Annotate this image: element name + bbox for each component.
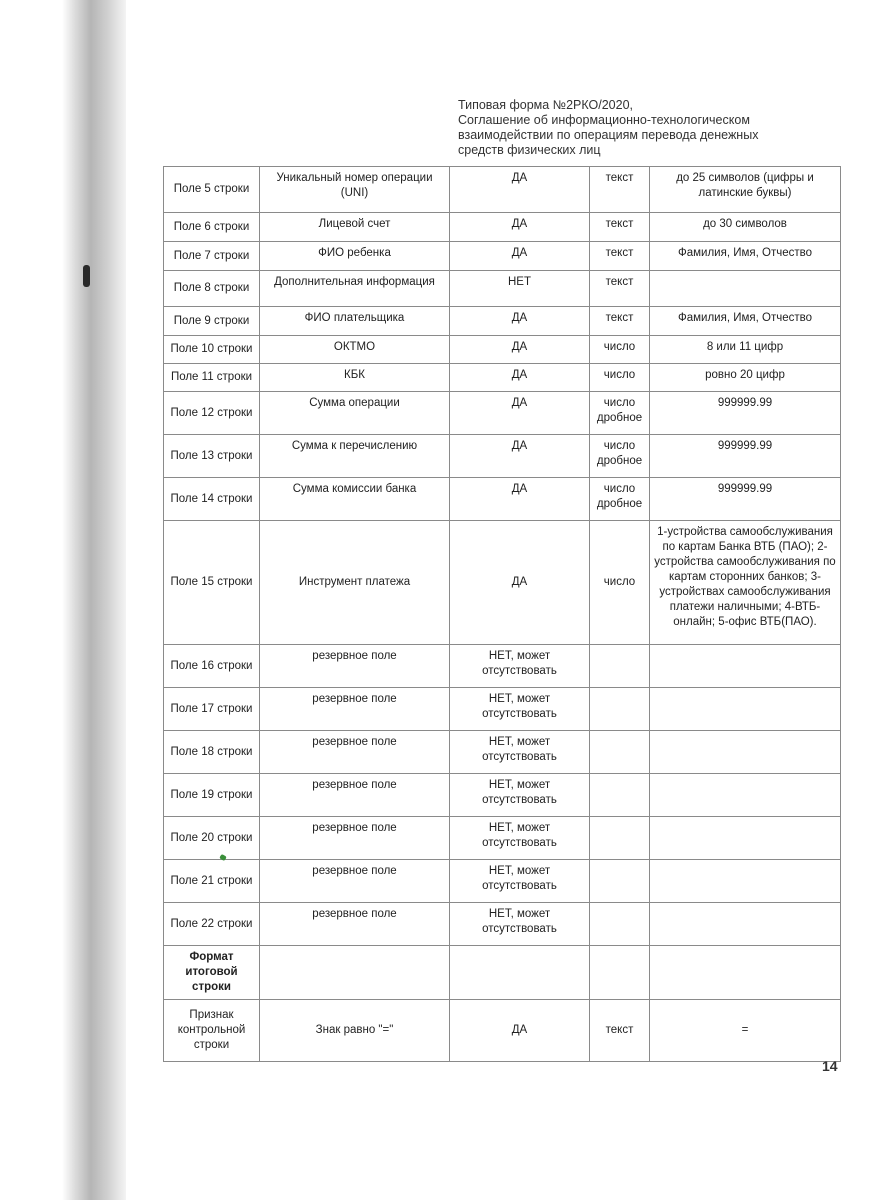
field-number-cell: Поле 7 строки xyxy=(164,242,260,271)
type-cell xyxy=(590,645,650,688)
table-row xyxy=(164,946,841,1000)
format-cell: 999999.99 xyxy=(650,435,841,478)
header-line: Типовая форма №2РКО/2020, xyxy=(458,98,634,112)
format-cell: до 25 символов (цифры и латинские буквы) xyxy=(650,167,841,213)
scan-shadow-edge xyxy=(62,0,126,1200)
format-cell xyxy=(650,946,841,1000)
required-cell: НЕТ, может отсутствовать xyxy=(450,903,590,946)
field-number-cell: Поле 12 строки xyxy=(164,392,260,435)
required-cell: ДА xyxy=(450,213,590,242)
type-cell: текст xyxy=(590,307,650,336)
field-number-cell: Поле 22 строки xyxy=(164,903,260,946)
field-number-cell: Поле 5 строки xyxy=(164,167,260,213)
type-cell xyxy=(590,731,650,774)
required-cell: НЕТ, может отсутствовать xyxy=(450,645,590,688)
table-row xyxy=(164,242,841,271)
type-cell: число xyxy=(590,336,650,364)
field-number-cell: Поле 9 строки xyxy=(164,307,260,336)
required-cell: ДА xyxy=(450,435,590,478)
format-cell xyxy=(650,271,841,307)
field-name-cell: КБК xyxy=(260,364,450,392)
field-name-cell: ФИО плательщика xyxy=(260,307,450,336)
type-cell: текст xyxy=(590,1000,650,1062)
format-cell xyxy=(650,731,841,774)
field-name-cell: Сумма операции xyxy=(260,392,450,435)
required-cell: НЕТ xyxy=(450,271,590,307)
field-number-cell: Поле 19 строки xyxy=(164,774,260,817)
type-cell: текст xyxy=(590,167,650,213)
required-cell: ДА xyxy=(450,392,590,435)
format-cell: 999999.99 xyxy=(650,478,841,521)
field-number-cell: Поле 20 строки xyxy=(164,817,260,860)
field-name-cell: Инструмент платежа xyxy=(260,521,450,645)
field-name-cell: резервное поле xyxy=(260,817,450,860)
format-cell xyxy=(650,688,841,731)
type-cell: число xyxy=(590,521,650,645)
field-name-cell xyxy=(260,946,450,1000)
table-row xyxy=(164,307,841,336)
type-cell xyxy=(590,688,650,731)
format-cell: Фамилия, Имя, Отчество xyxy=(650,242,841,271)
required-cell: ДА xyxy=(450,336,590,364)
field-name-cell: резервное поле xyxy=(260,774,450,817)
field-number-cell: Поле 16 строки xyxy=(164,645,260,688)
table-row xyxy=(164,478,841,521)
required-cell: ДА xyxy=(450,478,590,521)
table-row xyxy=(164,435,841,478)
required-cell xyxy=(450,946,590,1000)
scan-mark xyxy=(83,265,90,287)
type-cell xyxy=(590,860,650,903)
table-row xyxy=(164,688,841,731)
table-row xyxy=(164,521,841,645)
format-cell: 999999.99 xyxy=(650,392,841,435)
field-name-cell: резервное поле xyxy=(260,688,450,731)
required-cell: ДА xyxy=(450,521,590,645)
required-cell: ДА xyxy=(450,167,590,213)
table-row xyxy=(164,817,841,860)
field-name-cell: резервное поле xyxy=(260,860,450,903)
table-row xyxy=(164,271,841,307)
format-cell xyxy=(650,903,841,946)
format-cell xyxy=(650,860,841,903)
type-cell xyxy=(590,817,650,860)
section-heading-cell: Формат итоговой строки xyxy=(164,946,260,1000)
field-number-cell: Поле 18 строки xyxy=(164,731,260,774)
field-name-cell: Лицевой счет xyxy=(260,213,450,242)
format-cell xyxy=(650,774,841,817)
field-number-cell: Поле 14 строки xyxy=(164,478,260,521)
type-cell xyxy=(590,903,650,946)
required-cell: НЕТ, может отсутствовать xyxy=(450,817,590,860)
type-cell xyxy=(590,946,650,1000)
table-row xyxy=(164,1000,841,1062)
table-row xyxy=(164,860,841,903)
table-row xyxy=(164,364,841,392)
table-row xyxy=(164,645,841,688)
field-number-cell: Поле 8 строки xyxy=(164,271,260,307)
format-cell xyxy=(650,645,841,688)
field-number-cell: Поле 10 строки xyxy=(164,336,260,364)
required-cell: НЕТ, может отсутствовать xyxy=(450,774,590,817)
type-cell: число дробное xyxy=(590,392,650,435)
field-name-cell: Знак равно "=" xyxy=(260,1000,450,1062)
field-name-cell: Уникальный номер операции (UNI) xyxy=(260,167,450,213)
document-header xyxy=(458,98,788,158)
type-cell: текст xyxy=(590,271,650,307)
table-row xyxy=(164,903,841,946)
fields-table xyxy=(163,166,841,1062)
type-cell: число дробное xyxy=(590,478,650,521)
header-line: средств физических лиц xyxy=(458,143,601,157)
type-cell: текст xyxy=(590,242,650,271)
type-cell: число дробное xyxy=(590,435,650,478)
required-cell: ДА xyxy=(450,307,590,336)
format-cell: 8 или 11 цифр xyxy=(650,336,841,364)
field-name-cell: Дополнительная информация xyxy=(260,271,450,307)
required-cell: ДА xyxy=(450,364,590,392)
required-cell: ДА xyxy=(450,1000,590,1062)
field-name-cell: ФИО ребенка xyxy=(260,242,450,271)
format-cell: до 30 символов xyxy=(650,213,841,242)
table-row xyxy=(164,392,841,435)
field-number-cell: Поле 21 строки xyxy=(164,860,260,903)
field-name-cell: ОКТМО xyxy=(260,336,450,364)
format-cell: Фамилия, Имя, Отчество xyxy=(650,307,841,336)
field-number-cell: Поле 13 строки xyxy=(164,435,260,478)
field-name-cell: Сумма комиссии банка xyxy=(260,478,450,521)
table-row xyxy=(164,213,841,242)
required-cell: НЕТ, может отсутствовать xyxy=(450,688,590,731)
format-cell: = xyxy=(650,1000,841,1062)
page-number: 14 xyxy=(822,1058,838,1074)
format-cell: ровно 20 цифр xyxy=(650,364,841,392)
field-number-cell: Поле 11 строки xyxy=(164,364,260,392)
field-number-cell: Поле 15 строки xyxy=(164,521,260,645)
format-cell xyxy=(650,817,841,860)
table-row xyxy=(164,774,841,817)
type-cell xyxy=(590,774,650,817)
field-name-cell: Сумма к перечислению xyxy=(260,435,450,478)
header-line: Соглашение об информационно-технологическом xyxy=(458,113,750,127)
table-row xyxy=(164,731,841,774)
field-name-cell: резервное поле xyxy=(260,903,450,946)
table-row xyxy=(164,167,841,213)
required-cell: НЕТ, может отсутствовать xyxy=(450,731,590,774)
field-name-cell: резервное поле xyxy=(260,731,450,774)
table-row xyxy=(164,336,841,364)
field-name-cell: резервное поле xyxy=(260,645,450,688)
type-cell: число xyxy=(590,364,650,392)
type-cell: текст xyxy=(590,213,650,242)
format-cell: 1-устройства самообслуживания по картам Банка ВТБ (ПАО); 2-устройства самообслуживания по картам сторонних банков; 3-устройствах самообслуживания платежи наличными; 4-ВТБ-онлайн; 5-офис ВТБ(ПАО). xyxy=(650,521,841,645)
field-number-cell: Признак контрольной строки xyxy=(164,1000,260,1062)
required-cell: ДА xyxy=(450,242,590,271)
field-number-cell: Поле 6 строки xyxy=(164,213,260,242)
field-number-cell: Поле 17 строки xyxy=(164,688,260,731)
header-line: взаимодействии по операциям перевода денежных xyxy=(458,128,759,142)
required-cell: НЕТ, может отсутствовать xyxy=(450,860,590,903)
